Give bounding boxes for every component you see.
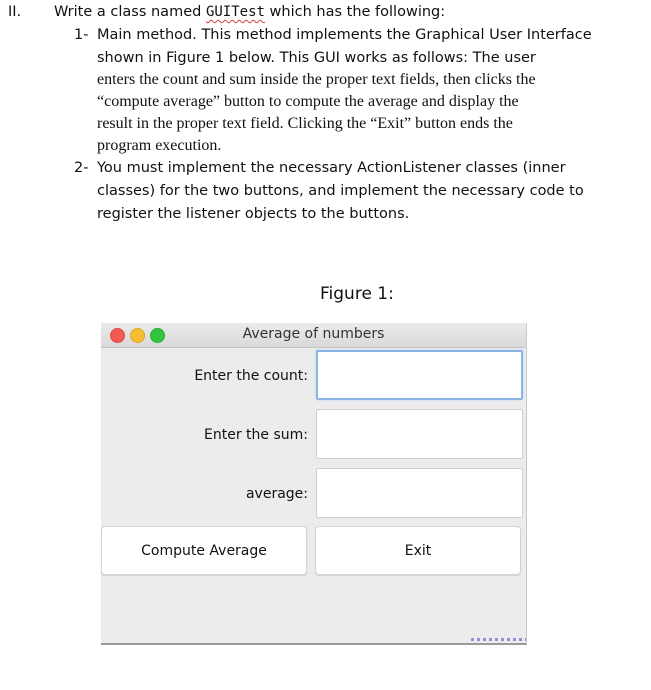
question-statement bbox=[54, 4, 445, 20]
exit-button[interactable]: Exit bbox=[315, 526, 521, 575]
item-1-line-2: shown in Figure 1 below. This GUI works as follows: The user bbox=[97, 50, 536, 66]
sum-input[interactable] bbox=[317, 410, 522, 458]
average-field-box bbox=[316, 468, 523, 518]
average-input[interactable] bbox=[317, 469, 522, 517]
average-label: average: bbox=[245, 486, 308, 502]
item-1-line-5: result in the proper text field. Clicking the “Exit” button ends the bbox=[97, 115, 513, 132]
item-2-number: 2- bbox=[74, 160, 89, 176]
question-text-before: Write a class named bbox=[54, 4, 206, 20]
item-2-line-2: classes) for the two buttons, and implement the necessary code to bbox=[97, 183, 584, 199]
item-2-line-1: You must implement the necessary ActionListener classes (inner bbox=[97, 160, 566, 176]
item-2-line-3: register the listener objects to the buttons. bbox=[97, 206, 410, 222]
app-window bbox=[101, 323, 527, 645]
count-label: Enter the count: bbox=[194, 368, 308, 384]
class-name-code: GUITest bbox=[205, 4, 265, 20]
count-input[interactable] bbox=[318, 352, 521, 398]
compute-average-button[interactable]: Compute Average bbox=[101, 526, 307, 575]
sum-field-box bbox=[316, 409, 523, 459]
figure-caption: Figure 1: bbox=[320, 284, 394, 304]
item-1-line-4: “compute average” button to compute the average and display the bbox=[97, 93, 519, 110]
item-1-number: 1- bbox=[74, 27, 89, 43]
sum-label: Enter the sum: bbox=[204, 427, 308, 443]
question-text-after: which has the following: bbox=[264, 4, 446, 20]
window-title: Average of numbers bbox=[242, 326, 385, 342]
item-1-line-1: Main method. This method implements the Graphical User Interface bbox=[97, 27, 592, 43]
item-1-line-3: enters the count and sum inside the proper text fields, then clicks the bbox=[97, 71, 536, 88]
question-number: II. bbox=[8, 4, 22, 20]
item-1-line-6: program execution. bbox=[97, 137, 222, 154]
window-titlebar[interactable] bbox=[101, 323, 526, 348]
render-artifact bbox=[471, 638, 526, 641]
count-field-box bbox=[316, 350, 523, 400]
